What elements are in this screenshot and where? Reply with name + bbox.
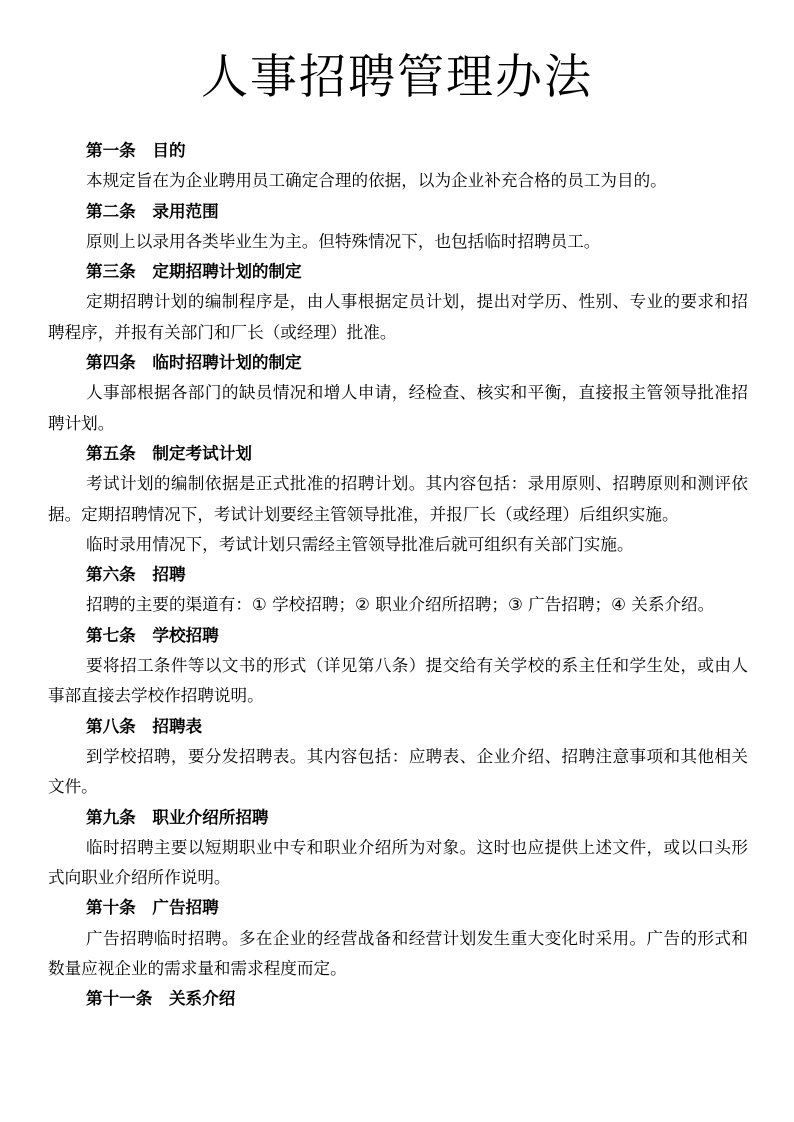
article-heading: 第八条 招聘表 bbox=[86, 716, 203, 736]
document-title: 人事招聘管理办法 bbox=[201, 50, 593, 105]
article-paragraph: 临时招聘主要以短期职业中专和职业介绍所为对象。这时也应提供上述文件，或以口头形式向职业介绍所作说明。 bbox=[48, 837, 748, 888]
article-heading: 第三条 定期招聘计划的制定 bbox=[86, 262, 302, 282]
article-paragraph: 招聘的主要的渠道有：① 学校招聘；② 职业介绍所招聘；③ 广告招聘；④ 关系介绍。 bbox=[86, 595, 715, 615]
article-heading: 第七条 学校招聘 bbox=[86, 625, 219, 645]
article-paragraph: 要将招工条件等以文书的形式（详见第八条）提交给有关学校的系主任和学生处，或由人事部直接去学校作招聘说明。 bbox=[48, 656, 748, 706]
article-heading: 第十条 广告招聘 bbox=[86, 898, 219, 918]
article-paragraph: 本规定旨在为企业聘用员工确定合理的依据，以为企业补充合格的员工为目的。 bbox=[86, 171, 667, 191]
article-paragraph: 考试计划的编制依据是正式批准的招聘计划。其内容包括：录用原则、招聘原则和测评依据。定期招聘情况下，考试计划要经主管领导批准，并报厂长（或经理）后组织实施。 bbox=[48, 474, 748, 524]
article-paragraph: 定期招聘计划的编制程序是，由人事根据定员计划，提出对学历、性别、专业的要求和招聘程序，并报有关部门和厂长（或经理）批准。 bbox=[48, 292, 748, 342]
article-heading: 第一条 目的 bbox=[86, 141, 186, 160]
article-heading: 第六条 招聘 bbox=[86, 565, 186, 585]
article-paragraph: 原则上以录用各类毕业生为主。但特殊情况下，也包括临时招聘员工。 bbox=[86, 231, 601, 251]
article-heading: 第四条 临时招聘计划的制定 bbox=[86, 353, 302, 373]
article-heading: 第二条 录用范围 bbox=[86, 201, 219, 221]
article-paragraph: 广告招聘临时招聘。多在企业的经营战备和经营计划发生重大变化时采用。广告的形式和数量应视企业的需求量和需求程度而定。 bbox=[48, 928, 748, 979]
document-body bbox=[48, 136, 748, 1015]
article-heading: 第五条 制定考试计划 bbox=[86, 443, 252, 463]
article-paragraph: 到学校招聘，要分发招聘表。其内容包括：应聘表、企业介绍、招聘注意事项和其他相关文件。 bbox=[48, 746, 748, 797]
article-heading: 第九条 职业介绍所招聘 bbox=[86, 807, 269, 827]
article-paragraph: 人事部根据各部门的缺员情况和增人申请，经检查、核实和平衡，直接报主管领导批准招聘计划。 bbox=[48, 383, 748, 433]
article-heading: 第十一条 关系介绍 bbox=[86, 989, 236, 1009]
article-paragraph: 临时录用情况下，考试计划只需经主管领导批准后就可组织有关部门实施。 bbox=[86, 534, 634, 554]
